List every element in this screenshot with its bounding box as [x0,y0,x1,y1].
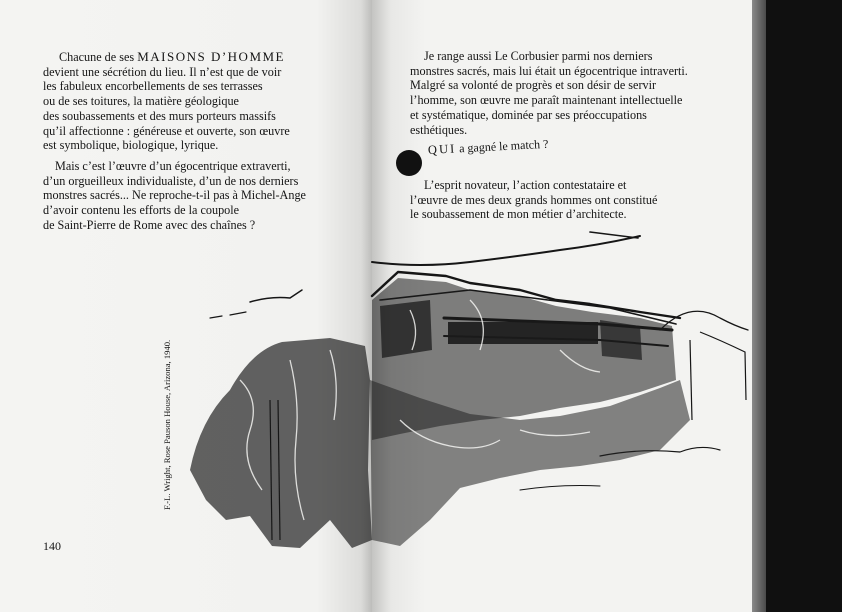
left-p1-line: qu’il affectionne : généreuse et ouverte, son œuvre [43,123,290,138]
page-edge [752,0,766,612]
left-p1-line: des soubassements et des murs porteurs massifs [43,108,276,123]
left-paragraph-1 [43,50,343,153]
left-paragraph-1-line-0 [43,50,343,65]
figure-caption-text: F.-L. Wright, Rose Pauson House, Arizona, 1940. [162,339,172,510]
right-p2-line: le soubassement de mon métier d’architecte. [410,207,627,222]
right-p1-line: l’homme, son œuvre me paraît maintenant intellectuelle [410,93,683,108]
left-p2-line: d’avoir contenu les efforts de la coupole [43,203,240,218]
right-p1-line: et systématique, dominée par ses préoccupations [410,107,647,122]
section-bullet-icon [396,150,422,176]
section-heading-caps: QUI [427,141,457,157]
section-heading-rest: a gagné le match ? [458,136,549,156]
right-p1-line: monstres sacrés, mais lui était un égocentrique intraverti. [410,63,688,78]
para1-lead: Chacune de ses [59,50,135,64]
left-p2-line: de Saint-Pierre de Rome avec des chaînes ? [43,217,256,232]
right-p2-line: l’œuvre de mes deux grands hommes ont constitué [410,192,658,207]
right-p1-line: esthétiques. [410,122,468,137]
right-p2-line: L’esprit novateur, l’action contestataire et [424,178,627,192]
right-p1-line: Malgré sa volonté de progrès et son désir de servir [410,78,657,93]
left-p1-line: est symbolique, biologique, lyrique. [43,138,219,153]
left-p2-line: monstres sacrés... Ne reproche-t-il pas à Michel-Ange [43,188,306,203]
left-p1-line: les fabuleux encorbellements de ses terrasses [43,79,263,94]
right-paragraph-1 [410,49,740,137]
page-number: 140 [43,539,61,553]
left-p1-line: devient une sécrétion du lieu. Il n’est que de voir [43,64,282,79]
left-p2-line: Mais c’est l’œuvre d’un égocentrique extraverti, [55,159,291,173]
background [766,0,842,612]
left-p1-line: ou de ses toitures, la matière géologique [43,94,239,109]
right-p1-line: Je range aussi Le Corbusier parmi nos derniers [424,49,653,63]
right-paragraph-2 [410,178,740,222]
left-p2-line: d’un orgueilleux individualiste, d’un de nos derniers [43,173,299,188]
maisons-d-homme-caps: MAISONS D’HOMME [137,49,286,64]
house-sketch-illustration [150,220,750,560]
